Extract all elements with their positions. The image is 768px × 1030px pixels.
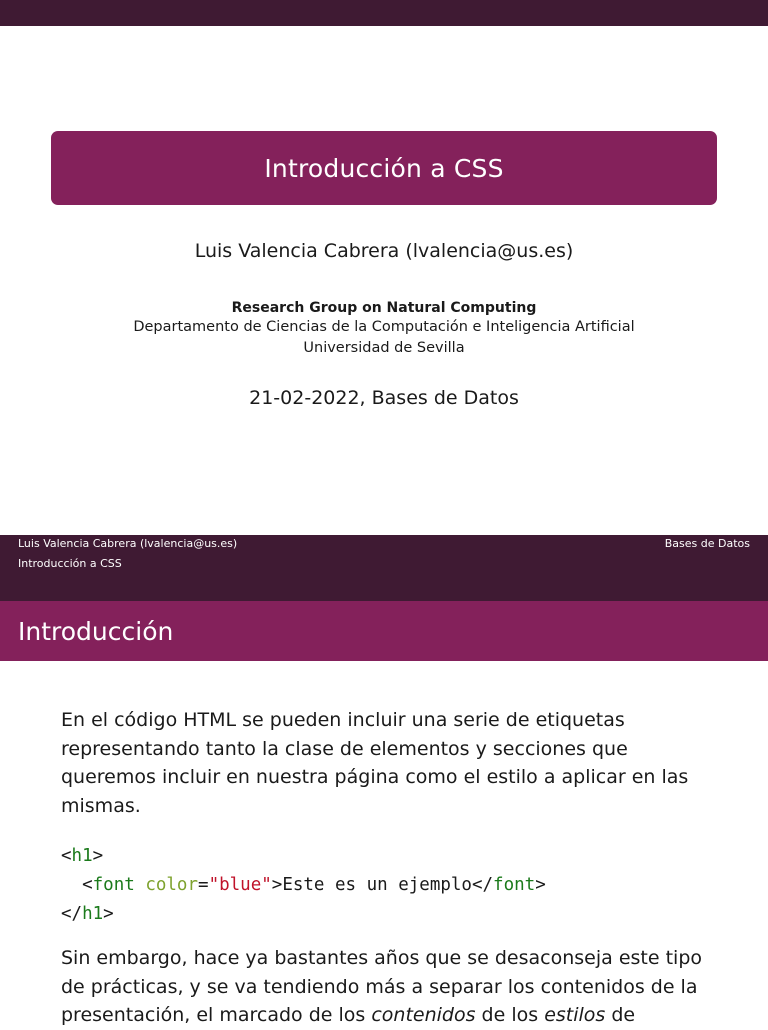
footer-author: Luis Valencia Cabrera (lvalencia@us.es): [18, 537, 238, 550]
code-bracket: <: [82, 875, 93, 895]
code-bracket: <: [61, 846, 72, 866]
code-line-2: [61, 871, 546, 900]
intro-paragraph: En el código HTML se pueden incluir una serie de etiquetas representando tanto la clase de elementos y secciones que queremos incluir en nuestra página como el estilo a aplicar en las mismas.: [61, 709, 689, 817]
code-tag-h1-end: h1: [82, 904, 104, 924]
research-group: Research Group on Natural Computing: [231, 300, 537, 316]
code-bracket: >: [103, 904, 114, 924]
code-equals: =: [198, 875, 209, 895]
para2-emphasis-estilos: estilos: [544, 1004, 606, 1026]
code-attribute: color: [145, 875, 199, 895]
para2-text-c: de: [605, 1004, 636, 1026]
code-tag-h1: h1: [71, 846, 93, 866]
second-paragraph: [61, 944, 711, 1030]
code-indent: [61, 875, 82, 895]
department: Departamento de Ciencias de la Computación e Inteligencia Artificial: [133, 319, 635, 335]
para2-text-b: de los: [475, 1004, 545, 1026]
section-title: Introducción: [18, 617, 174, 646]
slide-header-title: Introducción a CSS: [18, 557, 122, 570]
university: Universidad de Sevilla: [303, 340, 465, 356]
presentation-date: 21-02-2022, Bases de Datos: [249, 387, 519, 409]
code-bracket: >: [92, 846, 104, 866]
code-string: "blue": [208, 875, 272, 895]
code-space: [135, 875, 146, 895]
para2-text-a: Sin embargo, hace ya bastantes años que se desaconseja este tipo de prácticas, y se va tendiendo más a separar los contenidos de la presentación, el marcado de los: [61, 947, 703, 1026]
presentation-title-box: [51, 131, 717, 205]
code-line-3: [61, 900, 546, 929]
footer-course: Bases de Datos: [664, 537, 750, 550]
slide-header-bar: [0, 554, 768, 601]
code-bracket: >: [535, 875, 546, 895]
code-line-1: [61, 842, 546, 871]
section-title-bar: [0, 601, 768, 661]
code-example: [61, 842, 546, 929]
presentation-title: Introducción a CSS: [264, 153, 504, 183]
top-header-bar: [0, 0, 768, 26]
code-tag-font: font: [92, 875, 135, 895]
author-line: Luis Valencia Cabrera (lvalencia@us.es): [194, 240, 574, 262]
footer-bar: [0, 535, 768, 554]
para2-emphasis-contenidos: contenidos: [371, 1004, 476, 1026]
code-text: >Este es un ejemplo</: [271, 875, 494, 895]
code-bracket: </: [61, 904, 83, 924]
code-tag-font-end: font: [493, 875, 536, 895]
